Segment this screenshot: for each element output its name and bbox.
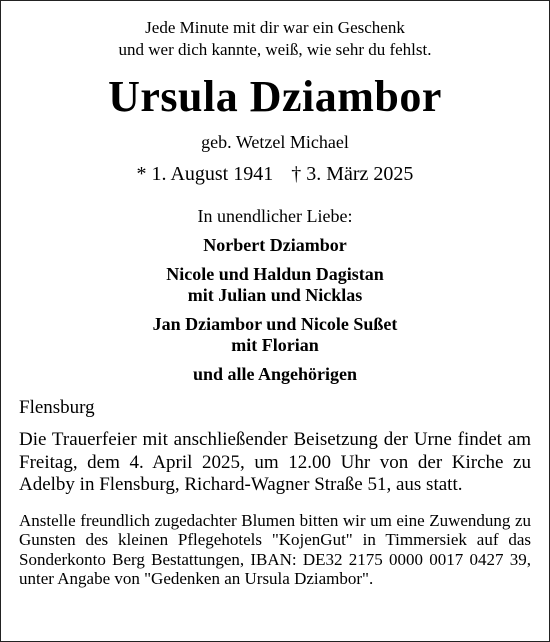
ceremony-text: Die Trauerfeier mit anschließender Beisetzung der Urne findet am Freitag, dem 4. April 2025, um 12.00 Uhr von der Kirche zu Adelby in Flensburg, Richard-Wagner Straße 51, aus statt. xyxy=(19,429,531,495)
mourner-entry xyxy=(19,314,531,356)
mourner-entry xyxy=(19,264,531,306)
mourner-name: Jan Dziambor und Nicole Sußet xyxy=(152,314,398,334)
motto xyxy=(19,17,531,61)
birth-date: * 1. August 1941 xyxy=(136,163,274,185)
mourner-name: Nicole und Haldun Dagistan xyxy=(166,264,384,284)
mourner-children: mit Florian xyxy=(231,335,319,355)
motto-line-1: Jede Minute mit dir war ein Geschenk xyxy=(145,18,405,37)
born-name: geb. Wetzel Michael xyxy=(201,132,349,152)
mourner-children: mit Julian und Nicklas xyxy=(187,285,363,305)
deceased-name: Ursula Dziambor xyxy=(108,72,442,121)
mourner-name: Norbert Dziambor xyxy=(203,235,347,255)
mourners-list xyxy=(19,235,531,385)
place: Flensburg xyxy=(19,397,95,418)
life-dates xyxy=(19,162,531,186)
mourner-entry xyxy=(19,364,531,385)
mourner-name: und alle Angehörigen xyxy=(192,364,358,384)
mourners-intro: In unendlicher Liebe: xyxy=(197,206,353,226)
death-date: † 3. März 2025 xyxy=(291,163,414,185)
motto-line-2: und wer dich kannte, weiß, wie sehr du fehlst. xyxy=(118,40,432,59)
mourner-entry xyxy=(19,235,531,256)
donation-text: Anstelle freundlich zugedachter Blumen bitten wir um eine Zuwendung zu Gunsten des kleinen Pflegehotels "KojenGut" in Timmersiek auf das Sonderkonto Berg Bestattungen, IBAN: DE32 2175 0000 0017 0427 39, unter Angabe von "Gedenken an Ursula Dziambor". xyxy=(19,510,531,588)
